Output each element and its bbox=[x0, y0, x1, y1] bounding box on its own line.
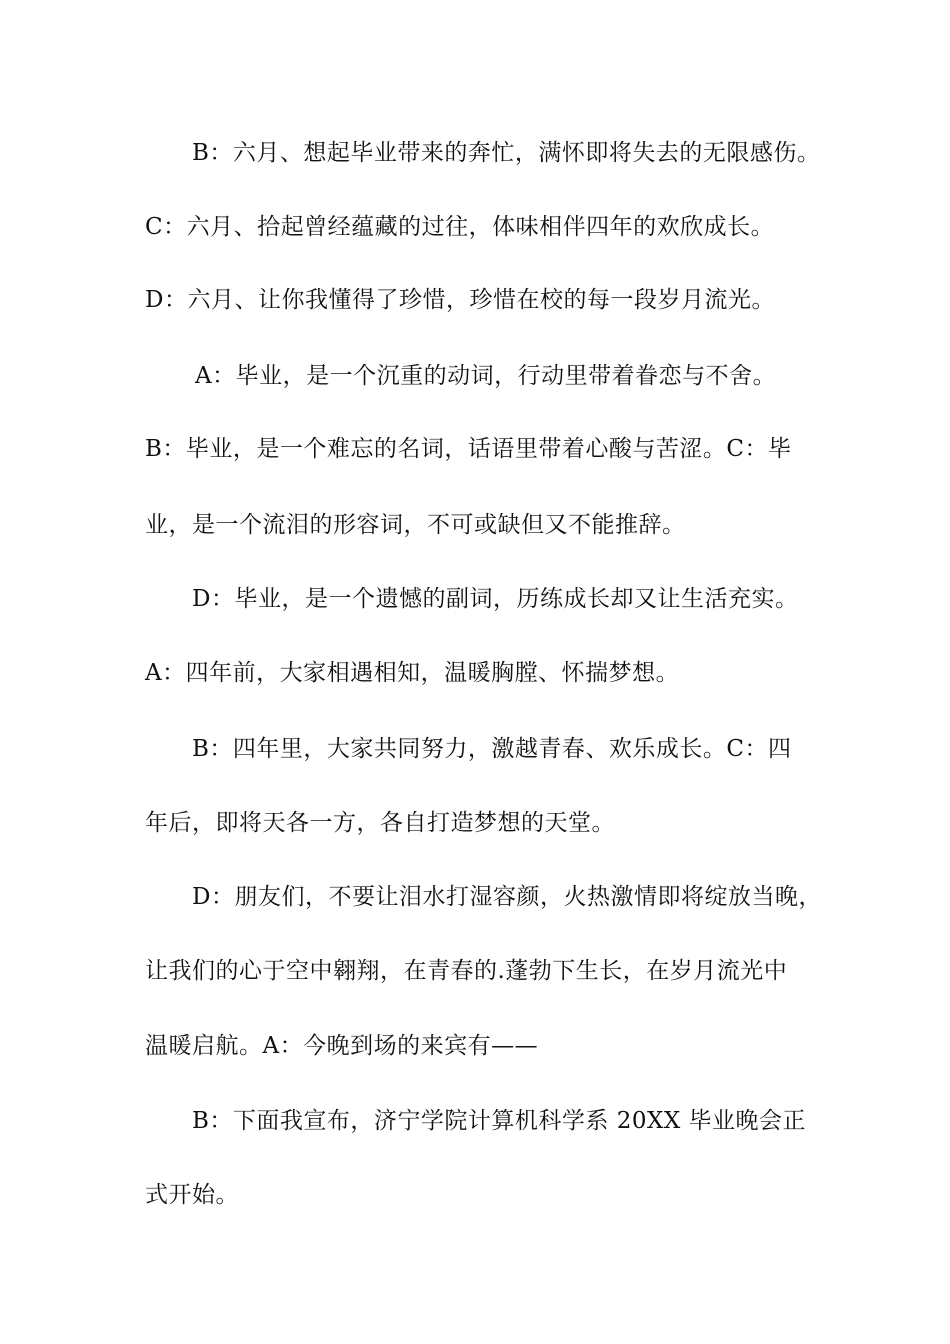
paragraph-line: 年后，即将天各一方，各自打造梦想的天堂。 bbox=[145, 810, 615, 836]
paragraph-line: A：四年前，大家相遇相知，温暖胸膛、怀揣梦想。 bbox=[145, 660, 680, 686]
paragraph-line: A：毕业，是一个沉重的动词，行动里带着眷恋与不舍。 bbox=[195, 363, 777, 389]
paragraph-line: C：六月、拾起曾经蕴藏的过往，体味相伴四年的欢欣成长。 bbox=[145, 214, 775, 240]
paragraph-line: B：四年里，大家共同努力，激越青春、欢乐成长。C：四 bbox=[192, 736, 792, 762]
paragraph-line: B：六月、想起毕业带来的奔忙，满怀即将失去的无限感伤。 bbox=[192, 140, 821, 166]
paragraph-line: B：下面我宣布，济宁学院计算机科学系 20XX 毕业晚会正 bbox=[192, 1108, 807, 1134]
paragraph-line: D：毕业，是一个遗憾的副词，历练成长却又让生活充实。 bbox=[192, 586, 799, 612]
paragraph-line: D：朋友们，不要让泪水打湿容颜，火热激情即将绽放当晚， bbox=[192, 884, 822, 910]
paragraph-line: 温暖启航。A：今晚到场的来宾有—— bbox=[145, 1033, 539, 1059]
paragraph-line: 让我们的心于空中翱翔，在青春的.蓬勃下生长，在岁月流光中 bbox=[145, 958, 788, 984]
paragraph-line: B：毕业，是一个难忘的名词，话语里带着心酸与苦涩。C：毕 bbox=[145, 436, 792, 462]
paragraph-line: 业，是一个流泪的形容词，不可或缺但又不能推辞。 bbox=[145, 512, 686, 538]
paragraph-line: D：六月、让你我懂得了珍惜，珍惜在校的每一段岁月流光。 bbox=[145, 287, 775, 313]
paragraph-line: 式开始。 bbox=[145, 1182, 239, 1208]
